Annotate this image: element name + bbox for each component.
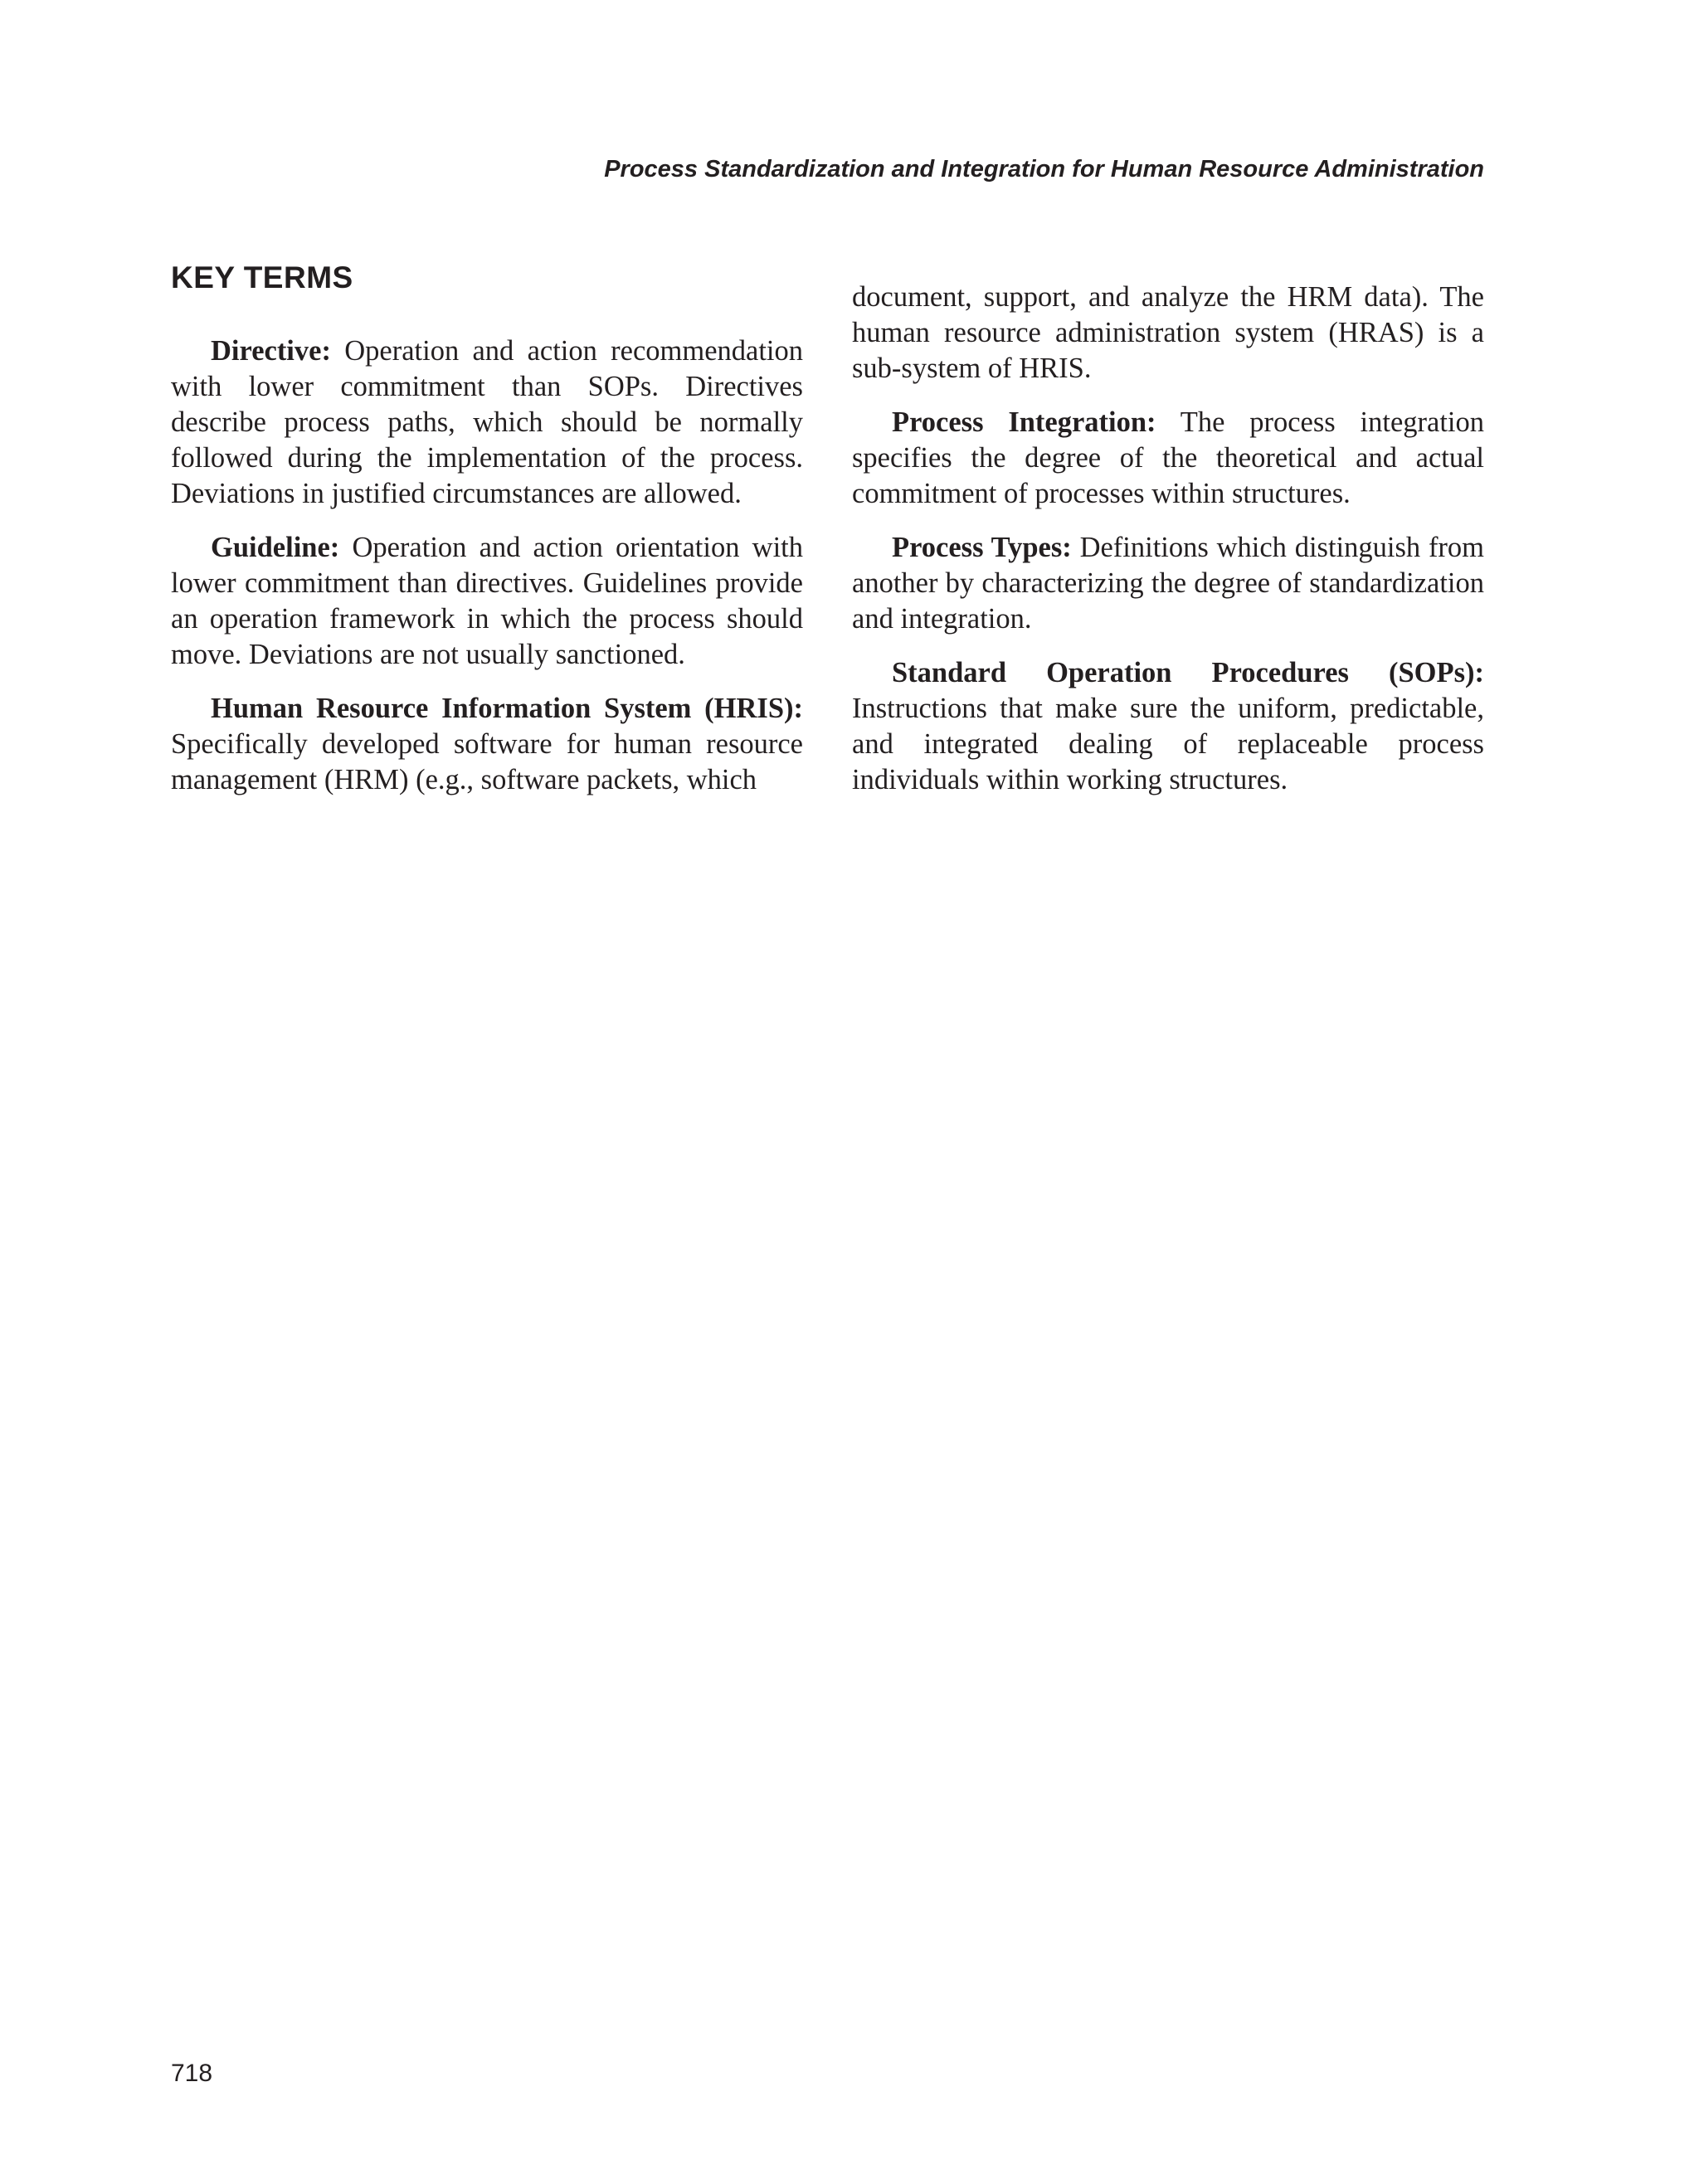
page-number: 718 xyxy=(171,2060,213,2087)
key-term-hris xyxy=(171,691,803,798)
term-label: Guideline: xyxy=(211,532,340,563)
term-definition: Operation and action recommendation with lower commitment than SOPs. Directives describe process paths, which should be normally followed during the implementation of the process. Deviations in justified circumstances are allowed. xyxy=(171,335,804,509)
term-definition: Operation and action orientation with lower commitment than directives. Guidelines provide an operation framework in which the process should move. Deviations are not usually sanctioned. xyxy=(171,532,803,670)
term-label: Standard Operation Procedures (SOPs): xyxy=(892,657,1484,688)
key-term-directive xyxy=(171,333,803,512)
term-definition: Definitions which distinguish from another by characterizing the degree of standardization and integration. xyxy=(852,532,1485,635)
term-label: Directive: xyxy=(211,335,331,367)
hris-continuation: document, support, and analyze the HRM data). The human resource administration system (HRAS) is a sub-system of HRIS. xyxy=(852,281,1484,384)
key-term-process-types xyxy=(852,530,1484,637)
term-definition: Specifically developed software for human resource management (HRM) (e.g., software packets, which xyxy=(171,728,803,795)
term-definition: Instructions that make sure the uniform, predictable, and integrated dealing of replaceable process individuals within working structures. xyxy=(852,693,1484,795)
key-term-guideline xyxy=(171,530,803,673)
key-term-process-integration xyxy=(852,405,1484,512)
term-label: Human Resource Information System (HRIS): xyxy=(211,693,803,724)
running-header: Process Standardization and Integration for Human Resource Administration xyxy=(604,156,1484,182)
term-label: Process Integration: xyxy=(892,406,1156,438)
section-title: KEY TERMS xyxy=(171,260,353,294)
right-column xyxy=(852,280,1484,816)
term-definition: The process integration specifies the degree of the theoretical and actual commitment of processes within structures. xyxy=(852,406,1485,509)
left-column xyxy=(171,333,803,816)
term-label: Process Types: xyxy=(892,532,1072,563)
key-term-sops xyxy=(852,655,1484,798)
